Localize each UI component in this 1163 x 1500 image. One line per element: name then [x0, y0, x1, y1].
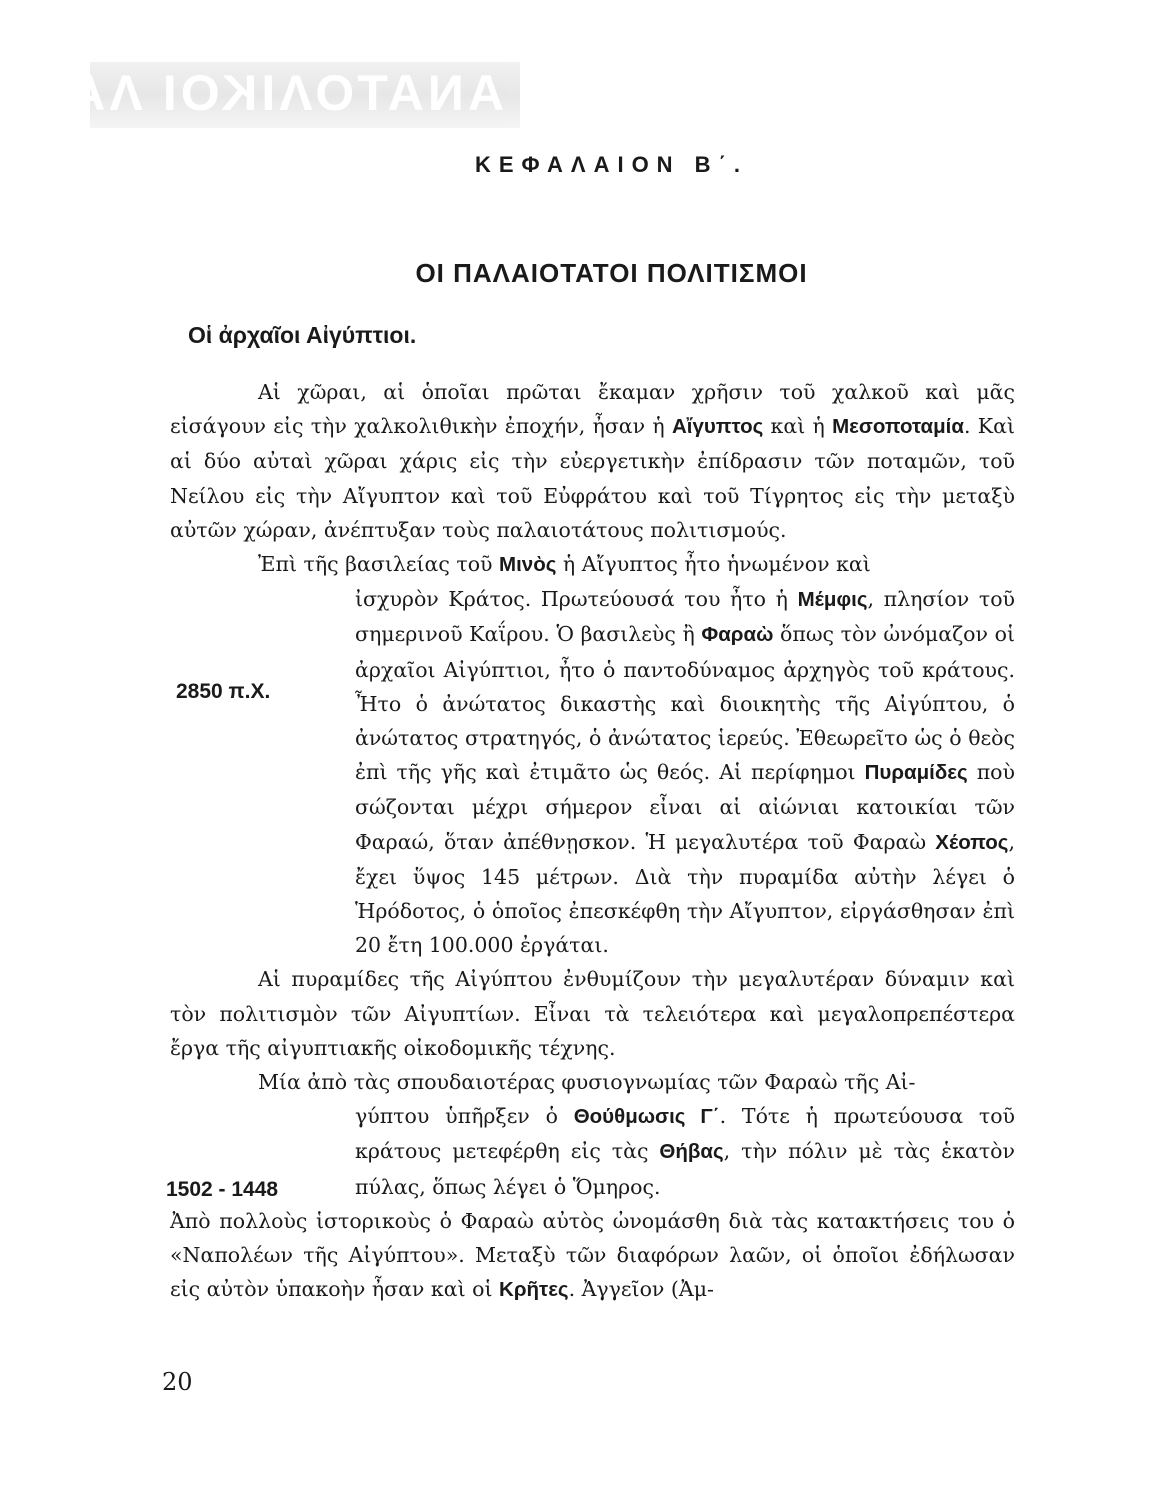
- bleed-through-text: ΑΝΑΤΟΛΙΚΟΙ ΛΑΟΙ: [5, 65, 504, 121]
- paragraph-2-line-1: Ἐπὶ τῆς βασιλείας τοῦ Μινὸς ἡ Αἴγυπτος ἦτο ἡνωμένον καὶ: [258, 552, 871, 577]
- term-egypt: Αἴγυπτος: [671, 415, 764, 439]
- term-pharaoh: Φαραὼ: [701, 623, 774, 647]
- term-cretans: Κρῆτες: [499, 1278, 569, 1302]
- margin-date-thutmose: 1502 - 1448: [166, 1178, 279, 1201]
- paragraph-4-rest: Ἀπὸ πολλοὺς ἱστορικοὺς ὁ Φαραὼ αὐτὸς ὠνομάσθη διὰ τὰς κατακτήσεις του ὁ «Ναπολέων τῆς Αἰγύπτου». Μεταξὺ τῶν διαφόρων λαῶν, οἱ ὁποῖοι ἐδήλωσαν εἰς αὐτὸν ὑπακοὴν ἦσαν καὶ οἱ Κρῆτες. Ἀγγεῖον (Ἀμ-: [170, 1208, 1015, 1302]
- paragraph-3: Αἱ πυραμίδες τῆς Αἰγύπτου ἐνθυμίζουν τὴν μεγαλυτέραν δύναμιν καὶ τὸν πολιτισμὸν τῶν Αἰγυπτίων. Εἶναι τὰ τελειότερα καὶ μεγαλοπρεπέστερα ἔργα τῆς αἰγυπτιακῆς οἰκοδομικῆς τέχνης.: [170, 967, 1015, 1060]
- margin-date-minos: 2850 π.Χ.: [176, 680, 271, 703]
- term-thebes: Θήβας: [659, 1140, 724, 1164]
- paragraph-4-side-block: γύπτου ὑπῆρξεν ὁ Θούθμωσις Γ΄. Τότε ἡ πρωτεύουσα τοῦ κράτους μετεφέρθη εἰς τὰς Θήβας, τὴν πόλιν μὲ τὰς ἑκατὸν πύλας, ὅπως λέγει ὁ Ὅμηρος.: [355, 1104, 1015, 1199]
- page-number: 20: [162, 1368, 193, 1396]
- body-text: [170, 375, 1015, 1307]
- paragraph-4-line-1: Μία ἀπὸ τὰς σπουδαιοτέρας φυσιογνωμίας τῶν Φαραὼ τῆς Αἰ-: [258, 1070, 916, 1095]
- bleed-through-header: [5, 62, 520, 128]
- term-memphis: Μέμφις: [797, 588, 868, 612]
- chapter-heading: ΚΕΦΑΛΑΙΟΝ Β΄.: [474, 152, 749, 177]
- term-pyramids: Πυραμίδες: [864, 761, 968, 785]
- page-title: ΟΙ ΠΑΛΑΙΟΤΑΤΟΙ ΠΟΛΙΤΙΣΜΟΙ: [415, 258, 808, 288]
- paragraph-1: Αἱ χῶραι, αἱ ὁποῖαι πρῶται ἔκαμαν χρῆσιν τοῦ χαλκοῦ καὶ μᾶς εἰσάγουν εἰς τὴν χαλκολιθικὴν ἐποχήν, ἦσαν ἡ Αἴγυπτος καὶ ἡ Μεσοποταμία. Καὶ αἱ δύο αὐταὶ χῶραι χάρις εἰς τὴν εὐεργετικὴν ἐπίδρασιν τῶν ποταμῶν, τοῦ Νείλου εἰς τὴν Αἴγυπτον καὶ τοῦ Εὐφράτου καὶ τοῦ Τίγρητος εἰς τὴν μεταξὺ αὐτῶν χώραν, ἀνέπτυξαν τοὺς παλαιοτάτους πολιτισμούς.: [170, 380, 1015, 542]
- section-heading: Οἱ ἀρχαῖοι Αἰγύπτιοι.: [188, 322, 417, 348]
- term-minos: Μινὸς: [499, 553, 557, 577]
- term-cheops: Χέοπος: [935, 830, 1009, 854]
- term-thutmose: Θούθμωσις Γ΄: [573, 1105, 720, 1129]
- term-mesopotamia: Μεσοποταμία: [832, 415, 964, 439]
- paragraph-2-side-block: ἰσχυρὸν Κράτος. Πρωτεύουσά του ἦτο ἡ Μέμφις, πλησίον τοῦ σημερινοῦ Καΐρου. Ὁ βασιλεὺς ἢ Φαραὼ ὅπως τὸν ὠνόμαζον οἱ ἀρχαῖοι Αἰγύπτιοι, ἦτο ὁ παντοδύναμος ἀρχηγὸς τοῦ κράτους. Ἦτο ὁ ἀνώτατος δικαστὴς καὶ διοικητὴς τῆς Αἰγύπτου, ὁ ἀνώτατος στρατηγός, ὁ ἀνώτατος ἱερεύς. Ἐθεωρεῖτο ὡς ὁ θεὸς ἐπὶ τῆς γῆς καὶ ἐτιμᾶτο ὡς θεός. Αἱ περίφημοι Πυραμίδες ποὺ σώζονται μέχρι σήμερον εἶναι αἱ αἰώνιαι κατοικίαι τῶν Φαραώ, ὅταν ἀπέθνῃσκον. Ἡ μεγαλυτέρα τοῦ Φαραὼ Χέοπος, ἔχει ὕψος 145 μέτρων. Διὰ τὴν πυραμίδα αὐτὴν λέγει ὁ Ἡρόδοτος, ὁ ὁποῖος ἐπεσκέφθη τὴν Αἴγυπτον, εἰργάσθησαν ἐπὶ 20 ἔτη 100.000 ἐργάται.: [355, 587, 1016, 958]
